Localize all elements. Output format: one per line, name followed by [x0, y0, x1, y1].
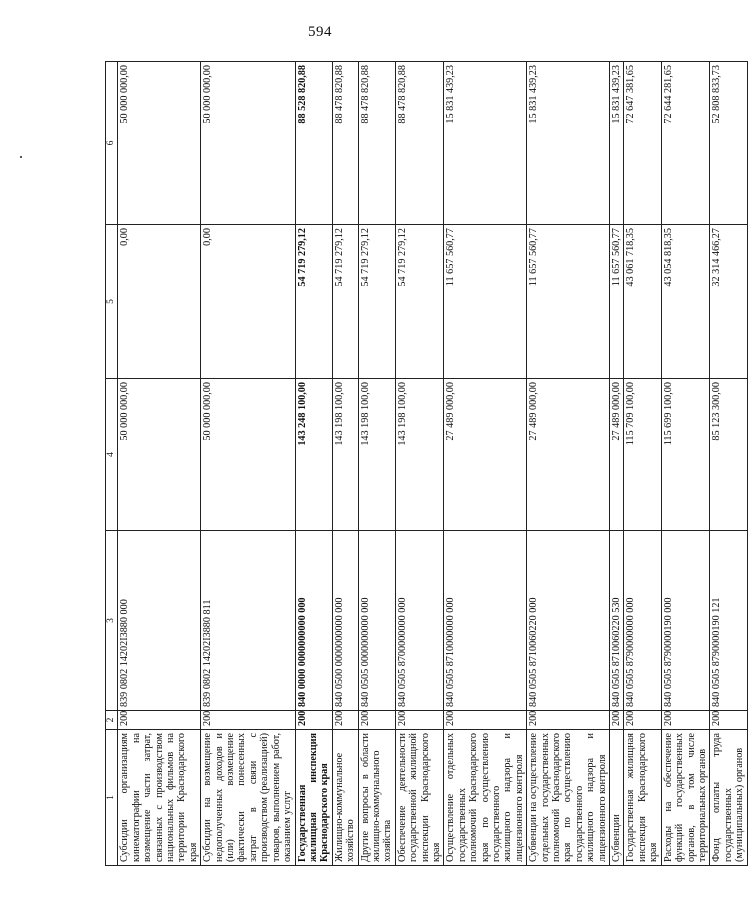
row-amount-approved-cell: 143 198 100,00: [332, 379, 358, 531]
row-name-cell: Субсидии организациям кинематографии на возмещение части затрат, связанных с производством национальных фильмов на территории Краснодарского края: [118, 730, 201, 866]
row-amount-remaining-cell: 88 528 820,88: [295, 62, 332, 225]
row-name-cell: Расходы на обеспечение функций государственных органов, в том числе территориальных органов: [661, 730, 710, 866]
row-name-cell: Жилищно-коммунальное хозяйство: [332, 730, 358, 866]
row-rz-cell: 200: [118, 711, 201, 730]
table-row: [624, 62, 661, 866]
row-rz-cell: 200: [527, 711, 610, 730]
row-amount-remaining-cell: 52 808 833,73: [710, 62, 747, 225]
row-code-cell: 840 0505 8700000000 000: [395, 531, 444, 711]
row-amount-approved-cell: 27 489 000,00: [444, 379, 527, 531]
row-code-cell: 840 0505 8790000190 000: [661, 531, 710, 711]
row-rz-cell: 200: [610, 711, 624, 730]
row-amount-executed-cell: 43 054 818,35: [661, 225, 710, 379]
row-code-cell: 839 0802 14202I3880 811: [201, 531, 295, 711]
header-col-3: 3: [106, 531, 118, 711]
row-amount-remaining-cell: 88 478 820,88: [358, 62, 395, 225]
row-rz-cell: 200: [624, 711, 661, 730]
row-amount-approved-cell: 50 000 000,00: [201, 379, 295, 531]
row-amount-remaining-cell: 88 478 820,88: [395, 62, 444, 225]
table-row: [201, 62, 295, 866]
row-amount-remaining-cell: 50 000 000,00: [118, 62, 201, 225]
row-code-cell: 840 0505 0000000000 000: [358, 531, 395, 711]
row-code-cell: 840 0505 8710060220 530: [610, 531, 624, 711]
row-rz-cell: 200: [710, 711, 747, 730]
row-rz-cell: 200: [661, 711, 710, 730]
row-code-cell: 840 0000 0000000000 000: [295, 531, 332, 711]
row-amount-executed-cell: 54 719 279,12: [295, 225, 332, 379]
row-amount-approved-cell: 85 123 300,00: [710, 379, 747, 531]
row-rz-cell: 200: [395, 711, 444, 730]
row-amount-executed-cell: 54 719 279,12: [395, 225, 444, 379]
table-row: [395, 62, 444, 866]
row-name-cell: Другие вопросы в области жилищно-коммунального хозяйства: [358, 730, 395, 866]
scan-speck: [20, 156, 22, 158]
row-amount-approved-cell: 143 198 100,00: [395, 379, 444, 531]
row-rz-cell: 200: [295, 711, 332, 730]
table-row: [710, 62, 747, 866]
table-row: [118, 62, 201, 866]
budget-table-body: [106, 62, 748, 866]
table-row: [295, 62, 332, 866]
row-amount-executed-cell: 54 719 279,12: [358, 225, 395, 379]
row-amount-remaining-cell: 15 831 439,23: [527, 62, 610, 225]
row-rz-cell: 200: [358, 711, 395, 730]
row-amount-executed-cell: 0,00: [201, 225, 295, 379]
row-amount-remaining-cell: 15 831 439,23: [610, 62, 624, 225]
row-code-cell: 840 0505 8790000190 121: [710, 531, 747, 711]
row-amount-executed-cell: 11 657 560,77: [444, 225, 527, 379]
row-amount-remaining-cell: 88 478 820,88: [332, 62, 358, 225]
row-amount-executed-cell: 54 719 279,12: [332, 225, 358, 379]
row-amount-remaining-cell: 50 000 000,00: [201, 62, 295, 225]
row-name-cell: Фонд оплаты труда государственных (муниципальных) органов: [710, 730, 747, 866]
header-row: [106, 62, 118, 866]
row-name-cell: Государственная жилищная инспекция Краснодарского края: [624, 730, 661, 866]
row-name-cell: Обеспечение деятельности государственной жилищной инспекции Краснодарского края: [395, 730, 444, 866]
header-col-6: 6: [106, 62, 118, 225]
row-amount-remaining-cell: 72 647 381,65: [624, 62, 661, 225]
header-col-4: 4: [106, 379, 118, 531]
row-amount-approved-cell: 115 709 100,00: [624, 379, 661, 531]
row-amount-approved-cell: 115 699 100,00: [661, 379, 710, 531]
row-amount-approved-cell: 27 489 000,00: [527, 379, 610, 531]
header-col-2: 2: [106, 711, 118, 730]
table-frame: [105, 62, 746, 866]
table-row: [661, 62, 710, 866]
budget-table: [105, 61, 748, 866]
row-code-cell: 840 0505 8710000000 000: [444, 531, 527, 711]
row-amount-approved-cell: 143 248 100,00: [295, 379, 332, 531]
row-rz-cell: 200: [444, 711, 527, 730]
row-amount-executed-cell: 11 657 560,77: [610, 225, 624, 379]
row-amount-approved-cell: 143 198 100,00: [358, 379, 395, 531]
table-row: [358, 62, 395, 866]
row-rz-cell: 200: [201, 711, 295, 730]
row-amount-executed-cell: 32 314 466,27: [710, 225, 747, 379]
header-col-5: 5: [106, 225, 118, 379]
page-number: 594: [308, 24, 332, 40]
row-name-cell: Субсидии на возмещение недополученных доходов и (или) возмещение фактически понесенных затрат в связи с производством (реализацией) товаров, выполнением работ, оказанием услуг: [201, 730, 295, 866]
table-row: [610, 62, 624, 866]
row-code-cell: 840 0505 8710060220 000: [527, 531, 610, 711]
row-amount-executed-cell: 43 061 718,35: [624, 225, 661, 379]
row-amount-approved-cell: 50 000 000,00: [118, 379, 201, 531]
row-amount-executed-cell: 11 657 560,77: [527, 225, 610, 379]
row-amount-remaining-cell: 72 644 281,65: [661, 62, 710, 225]
row-code-cell: 840 0500 0000000000 000: [332, 531, 358, 711]
row-name-cell: Государственная жилищная инспекция Краснодарского края: [295, 730, 332, 866]
table-row: [444, 62, 527, 866]
row-amount-remaining-cell: 15 831 439,23: [444, 62, 527, 225]
header-col-1: 1: [106, 730, 118, 866]
row-rz-cell: 200: [332, 711, 358, 730]
row-name-cell: Субвенции: [610, 730, 624, 866]
rotated-table-wrapper: [105, 62, 746, 866]
row-name-cell: Осуществление отдельных государственных полномочий Краснодарского края по осуществлению государственного жилищного надзора и лицензионного контроля: [444, 730, 527, 866]
row-code-cell: 840 0505 8790000000 000: [624, 531, 661, 711]
row-amount-executed-cell: 0,00: [118, 225, 201, 379]
row-name-cell: Субвенции на осуществление отдельных государственных полномочий Краснодарского края по осуществлению государственного жилищного надзора и лицензионного контроля: [527, 730, 610, 866]
row-code-cell: 839 0802 14202I3880 000: [118, 531, 201, 711]
table-row: [527, 62, 610, 866]
row-amount-approved-cell: 27 489 000,00: [610, 379, 624, 531]
table-row: [332, 62, 358, 866]
